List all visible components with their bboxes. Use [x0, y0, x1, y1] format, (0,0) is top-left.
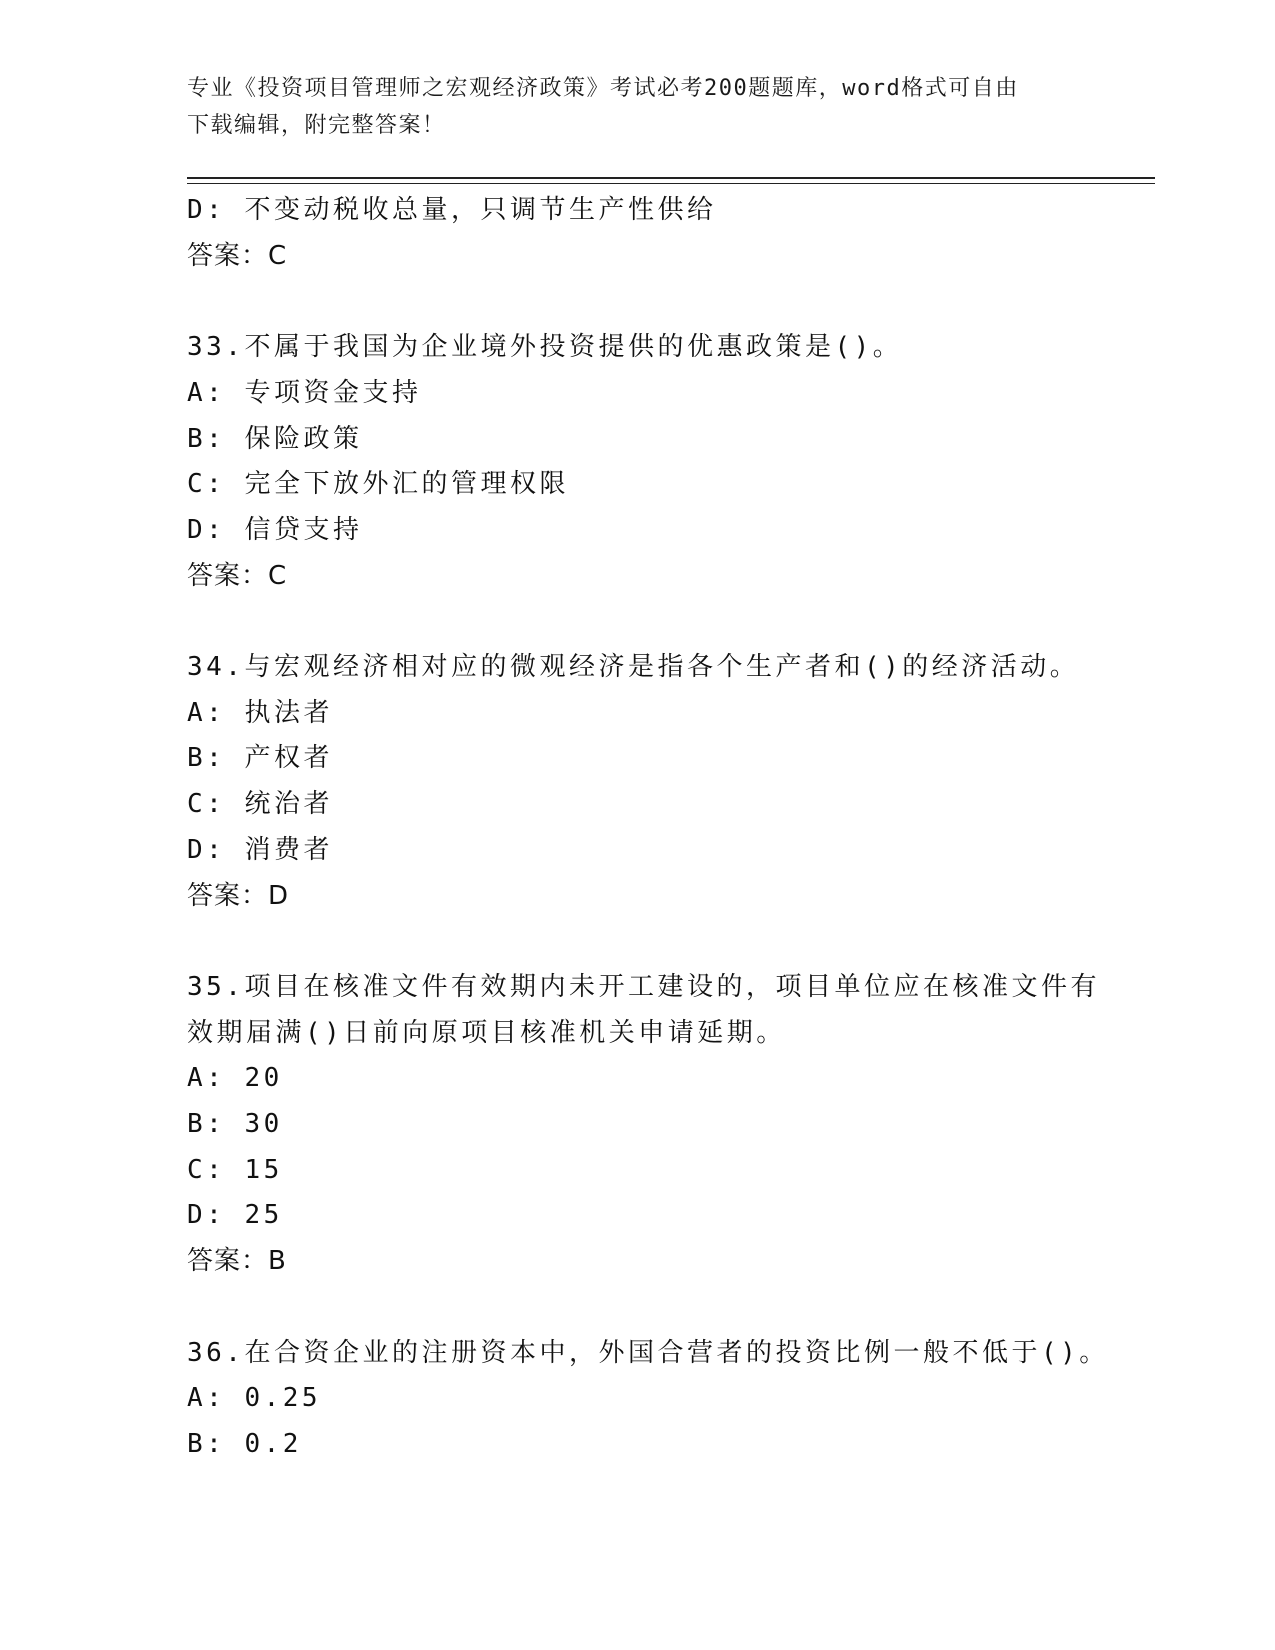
- question-block-34: [187, 645, 1087, 919]
- question-stem-line-2: 效期届满()日前向原项目核准机关申请延期。: [187, 1017, 786, 1048]
- question-block-prev: [187, 188, 1087, 279]
- option-a: A: 专项资金支持: [187, 377, 422, 408]
- question-block-35: [187, 965, 1100, 1285]
- question-stem: 36.在合资企业的注册资本中，外国合营者的投资比例一般不低于()。: [187, 1337, 1109, 1368]
- option-d: D: 消费者: [187, 834, 333, 865]
- answer-label: 答案：C: [187, 560, 288, 591]
- option-d: D: 25: [187, 1200, 283, 1231]
- question-spacer: [187, 599, 1087, 645]
- option-d: D: 不变动税收总量，只调节生产性供给: [187, 195, 717, 225]
- header-divider-thin: [187, 183, 1155, 184]
- answer-label: 答案：D: [187, 880, 290, 911]
- option-c: C: 15: [187, 1154, 283, 1185]
- header-divider-thick: [187, 177, 1155, 179]
- question-spacer: [187, 1285, 1087, 1331]
- document-header: [187, 70, 1087, 144]
- option-d: D: 信贷支持: [187, 514, 363, 545]
- option-c: C: 完全下放外汇的管理权限: [187, 469, 569, 500]
- option-a: A: 执法者: [187, 697, 333, 728]
- question-spacer: [187, 279, 1087, 325]
- question-list: [187, 188, 1109, 1468]
- option-a: A: 0.25: [187, 1383, 322, 1414]
- question-spacer: [187, 919, 1087, 965]
- answer-label: 答案：B: [187, 1246, 287, 1277]
- answer-label: 答案：C: [187, 240, 288, 271]
- header-title-line-1: 专业《投资项目管理师之宏观经济政策》考试必考200题题库，word格式可自由: [187, 76, 1019, 101]
- option-b: B: 30: [187, 1109, 283, 1140]
- option-b: B: 保险政策: [187, 423, 363, 454]
- header-title-line-2: 下载编辑，附完整答案！: [187, 113, 446, 138]
- question-block-36: [187, 1331, 1109, 1468]
- option-c: C: 统治者: [187, 789, 333, 820]
- question-stem: 34.与宏观经济相对应的微观经济是指各个生产者和()的经济活动。: [187, 652, 1080, 682]
- option-a: A: 20: [187, 1063, 283, 1094]
- question-block-33: [187, 325, 1087, 599]
- option-b: B: 0.2: [187, 1428, 302, 1459]
- question-stem: 33.不属于我国为企业境外投资提供的优惠政策是()。: [187, 332, 903, 363]
- option-b: B: 产权者: [187, 743, 333, 774]
- question-stem-line-1: 35.项目在核准文件有效期内未开工建设的，项目单位应在核准文件有: [187, 971, 1100, 1002]
